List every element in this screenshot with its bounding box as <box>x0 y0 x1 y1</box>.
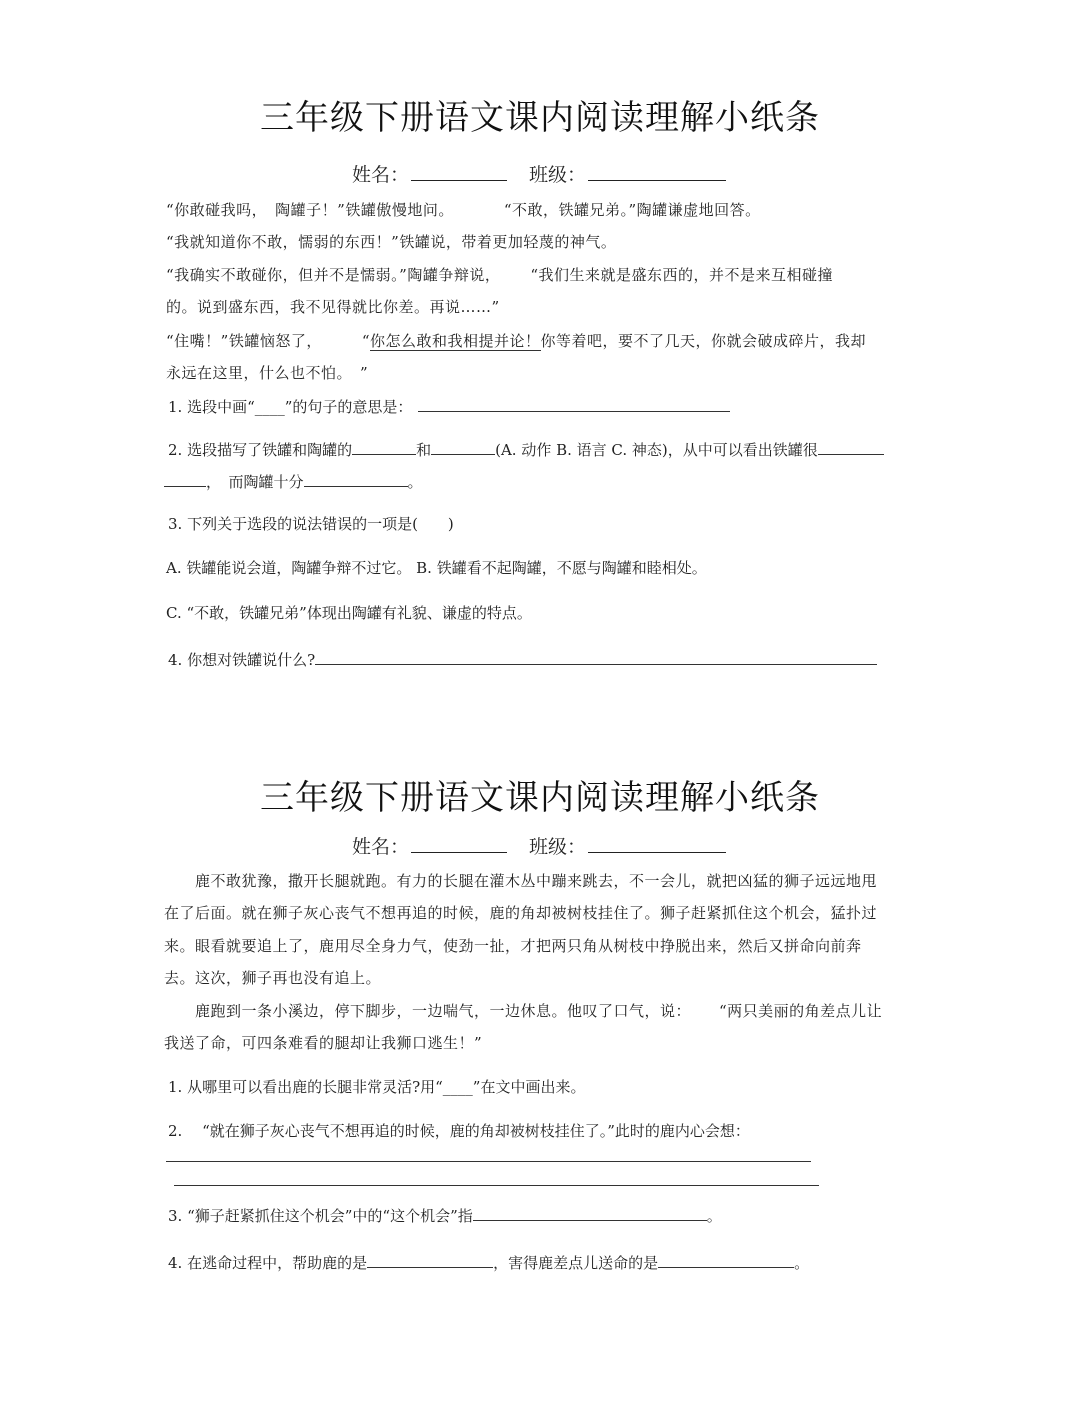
passage-line: 去。这次，狮子再也没有追上。 <box>164 969 382 987</box>
passage-text: “不敢，铁罐兄弟。”陶罐谦虚地回答。 <box>503 201 761 219</box>
answer-blank[interactable] <box>658 1252 794 1268</box>
class-blank[interactable] <box>588 162 726 181</box>
question-text: 1. 选段中画“____”的句子的意思是： <box>168 398 413 416</box>
worksheet-1-title: 三年级下册语文课内阅读理解小纸条 <box>260 98 820 138</box>
class-label: 班级： <box>529 836 587 858</box>
passage-text: “你敢碰我吗， 陶罐子！”铁罐傲慢地问。 <box>166 201 454 219</box>
answer-line[interactable] <box>166 1161 811 1162</box>
name-blank[interactable] <box>411 834 507 853</box>
question-2-cont <box>164 471 423 492</box>
name-label: 姓名： <box>351 836 409 858</box>
class-blank[interactable] <box>588 834 726 853</box>
question-1 <box>168 396 730 417</box>
passage-line <box>164 1000 882 1021</box>
passage-line: “我就知道你不敢，懦弱的东西！”铁罐说，带着更加轻蔑的神气。 <box>166 233 617 251</box>
name-label: 姓名： <box>351 164 409 186</box>
question-4 <box>168 649 877 670</box>
answer-blank[interactable] <box>367 1252 493 1268</box>
answer-blank[interactable] <box>418 396 730 412</box>
worksheet-1-student-info <box>0 160 1080 187</box>
answer-line[interactable] <box>174 1185 819 1186</box>
passage-line: 鹿不敢犹豫，撒开长腿就跑。有力的长腿在灌木丛中蹦来跳去，不一会儿，就把凶猛的狮子远远地甩 <box>164 872 878 890</box>
passage-line: 我送了命，可四条难看的腿却让我狮口逃生！” <box>164 1034 483 1052</box>
passage-text: 你等着吧，要不了几天，你就会破成碎片，我却 <box>540 332 867 350</box>
passage-line: 的。说到盛东西，我不见得就比你差。再说……” <box>166 298 500 316</box>
passage-line <box>166 264 833 285</box>
question-3 <box>168 1205 722 1226</box>
passage-line: 在了后面。就在狮子灰心丧气不想再追的时候，鹿的角却被树枝挂住了。狮子赶紧抓住这个机会，猛扑过 <box>164 904 878 922</box>
option-a-b[interactable]: A. 铁罐能说会道，陶罐争辩不过它。 B. 铁罐看不起陶罐，不愿与陶罐和睦相处。 <box>166 559 707 577</box>
passage-text: “住嘴！”铁罐恼怒了， <box>166 332 322 350</box>
answer-blank[interactable] <box>164 471 206 487</box>
question-text: 3. “狮子赶紧抓住这个机会”中的“这个机会”指 <box>168 1207 473 1225</box>
passage-line: 来。眼看就要追上了，鹿用尽全身力气，使劲一扯，才把两只角从树枝中挣脱出来，然后又拼命向前奔 <box>164 937 862 955</box>
passage-line: 永远在这里，什么也不怕。 ” <box>166 364 369 382</box>
answer-blank[interactable] <box>315 649 877 665</box>
question-1: 1. 从哪里可以看出鹿的长腿非常灵活?用“____”在文中画出来。 <box>168 1078 586 1096</box>
question-text: 。 <box>706 1207 722 1225</box>
answer-blank[interactable] <box>818 439 884 455</box>
question-4 <box>168 1252 809 1273</box>
answer-blank[interactable] <box>352 439 416 455</box>
question-text: ， 而陶罐十分 <box>206 473 304 491</box>
question-2 <box>168 439 884 460</box>
question-text: 和 <box>416 441 432 459</box>
question-text: 4. 在逃命过程中，帮助鹿的是 <box>168 1254 368 1272</box>
worksheet-2-title: 三年级下册语文课内阅读理解小纸条 <box>260 778 820 818</box>
question-text: 2. 选段描写了铁罐和陶罐的 <box>168 441 353 459</box>
worksheet-2-student-info <box>0 832 1080 859</box>
name-blank[interactable] <box>411 162 507 181</box>
underlined-sentence: 你怎么敢和我相提并论！ <box>370 332 541 350</box>
answer-blank[interactable] <box>473 1205 707 1221</box>
passage-text: “ <box>361 332 371 350</box>
question-text: 4. 你想对铁罐说什么? <box>168 651 316 669</box>
class-label: 班级： <box>529 164 587 186</box>
passage-line <box>166 330 866 351</box>
answer-blank[interactable] <box>431 439 495 455</box>
passage-line <box>166 199 761 220</box>
passage-text: “我确实不敢碰你，但并不是懦弱。”陶罐争辩说， <box>166 266 501 284</box>
passage-text: “我们生来就是盛东西的，并不是来互相碰撞 <box>530 266 834 284</box>
question-text: ，害得鹿差点儿送命的是 <box>493 1254 659 1272</box>
passage-text: 鹿跑到一条小溪边，停下脚步，一边喘气，一边休息。他叹了口气，说： <box>164 1002 692 1020</box>
question-3: 3. 下列关于选段的说法错误的一项是( ) <box>168 515 454 533</box>
question-text: 。 <box>794 1254 810 1272</box>
passage-text: “两只美丽的角差点儿让 <box>719 1002 883 1020</box>
question-text: 。 <box>407 473 423 491</box>
question-2: 2. “就在狮子灰心丧气不想再追的时候，鹿的角却被树枝挂住了。”此时的鹿内心会想： <box>168 1122 750 1140</box>
question-text: (A. 动作 B. 语言 C. 神态)，从中可以看出铁罐很 <box>495 441 818 459</box>
answer-blank[interactable] <box>304 471 408 487</box>
option-c[interactable]: C. “不敢，铁罐兄弟”体现出陶罐有礼貌、谦虚的特点。 <box>166 604 532 622</box>
